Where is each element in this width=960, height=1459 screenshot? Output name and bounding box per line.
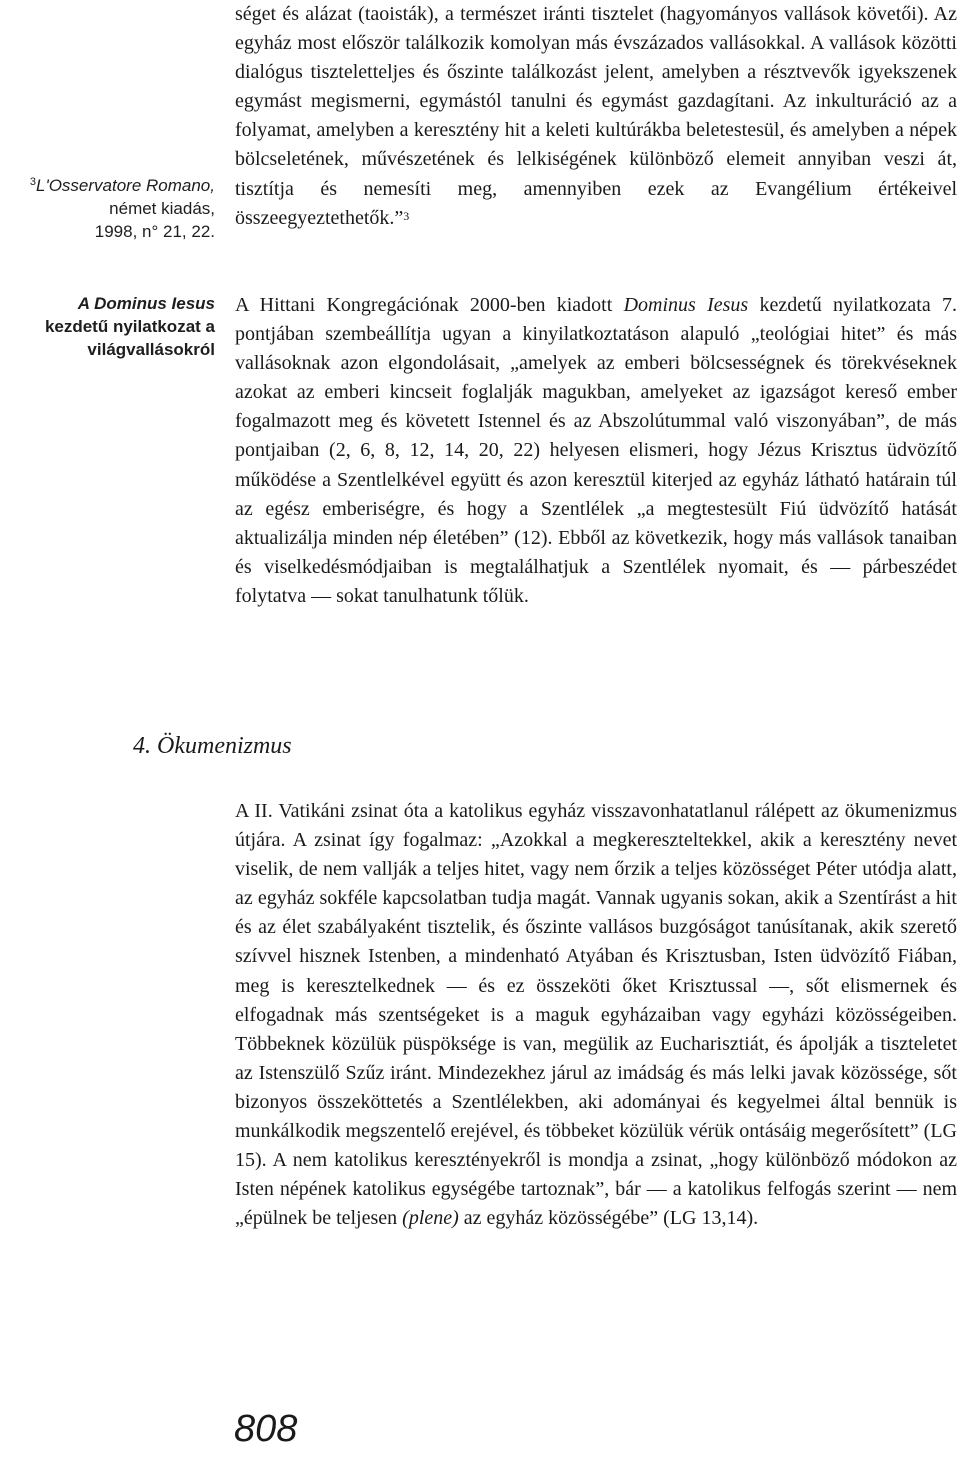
page-number: 808 — [234, 1408, 298, 1450]
paragraph-interreligious-dialogue: séget és alázat (taoisták), a természet iránti tisztelet (hagyományos vallások követői). Az egyház most először találkozik komolyan más évszázados vallásokkal. A vallások közötti dialógus tiszteletteljes és őszinte találkozást jelent, amelyben a résztvevők igyekszenek egymást megismerni, egymástól tanulni és egymást gazdagítani. Az inkulturáció az a folyamat, amelyben a keresztény hit a keleti kultúrákba beletestesül, és amelyben a népek bölcseletének, művészetének és lelkiségének különböző elemeit annyiban veszi át, tisztítja és nemesíti meg, amennyiben ezek az Evangélium értékeivel összeegyeztethetők.”$^3$ — [235, 3, 957, 229]
paragraph-ecumenism: A II. Vatikáni zsinat óta a katolikus egyház visszavonhatatlanul rálépett az ökumenizmus útjára. A zsinat így fogalmaz: „Azokkal a megkereszteltekkel, akik a keresztény nevet viselik, de nem vallják a teljes hitet, vagy nem őrzik a teljes közösséget Péter utódja alatt, az egyház sokféle kapcsolatban tudja magát. Vannak ugyanis sokan, akik a Szentírást a hit és az élet szabályaként tisztelik, és őszinte vallásos buzgóságot tanúsítanak, akik szerető szívvel hisznek Istenben, a mindenható Atyában és Krisztusban, Isten üdvözítő Fiában, meg is keresztelkednek — és ez összeköti őket Krisztussal —, sőt elismernek és elfogadnak más szentségeket is a maguk egyházaiban vagy egyházi közösségeiben. Többeknek közülük püspöksége is van, megülik az Eucharisztiát, és ápolják a tiszteletet az Istenszülő Szűz iránt. Mindezekhez járul az imádság és más lelki javak közössége, sőt bizonyos összeköttetés a Szentlélekben, aki adományai és kegyelmei által bennük is munkálkodik megszentelő erejével, és többeket közülük vérük ontásáig megerősített” (LG 15). A nem katolikus keresztényekről is mondja a zsinat, „hogy különböző módokon az Isten népének katolikus egységébe tartoznak”, bár — a katolikus felfogás szerint — nem „épülnek be teljesen (plene) az egyház közösségébe” (LG 13,14). — [235, 800, 957, 1230]
margin-note-dominus-line2: kezdetű nyilatkozat a — [44, 317, 215, 336]
footnote-reference: 3 — [403, 208, 410, 223]
paragraph-dominus-iesus: A Hittani Kongregációnak 2000-ben kiadott Dominus Iesus kezdetű nyilatkozata 7. pontjában szembeállítja ugyan a kinyilatkoztatáson alapuló „teológiai hitet” és más vallásoknak azon elgondolásait, „amelyek az emberi bölcsességnek és törekvéseknek azokat az emberi kincseit foglalják magukban, amelyeket az igazságot kereső ember fogalmazott meg és követett Istennel és az Abszolútummal való viszonyában”, de más pontjaiban (2, 6, 8, 12, 14, 20, 22) helyesen elismeri, hogy Jézus Krisztus üdvözítő működése a Szentlelkével együtt és azon keresztül kiterjed az egyház látható határain túl az egész emberiségre, és hogy a Szentlélek „a megtestesült Fiú üdvözítő hatását aktualizálja minden nép életében” (12). Ebből az következik, hogy más vallások tanaiban és viselkedésmódjaiban is megtalálhatjuk a Szentlélek nyomait, és — párbeszédet folytatva — sokat tanulhatunk tőlük. — [235, 294, 958, 607]
section-heading: 4. Ökumenizmus — [133, 733, 292, 759]
margin-note-source — [30, 174, 215, 243]
margin-note-dominus-line1: A Dominus Iesus — [77, 294, 215, 313]
footnote-marker: 3 — [29, 176, 36, 188]
margin-note-dominus-iesus — [45, 292, 215, 361]
document-title-italic: Dominus Iesus — [623, 294, 749, 316]
margin-note-source-line1 — [30, 174, 215, 197]
margin-note-source-line2: német kiadás, — [109, 199, 215, 218]
margin-note-source-line3: 1998, n° 21, 22. — [94, 222, 215, 241]
latin-term-italic: (plene) — [402, 1207, 459, 1230]
margin-note-dominus-line3: világvallásokról — [87, 340, 215, 359]
source-title: L'Osservatore Romano, — [36, 176, 215, 195]
